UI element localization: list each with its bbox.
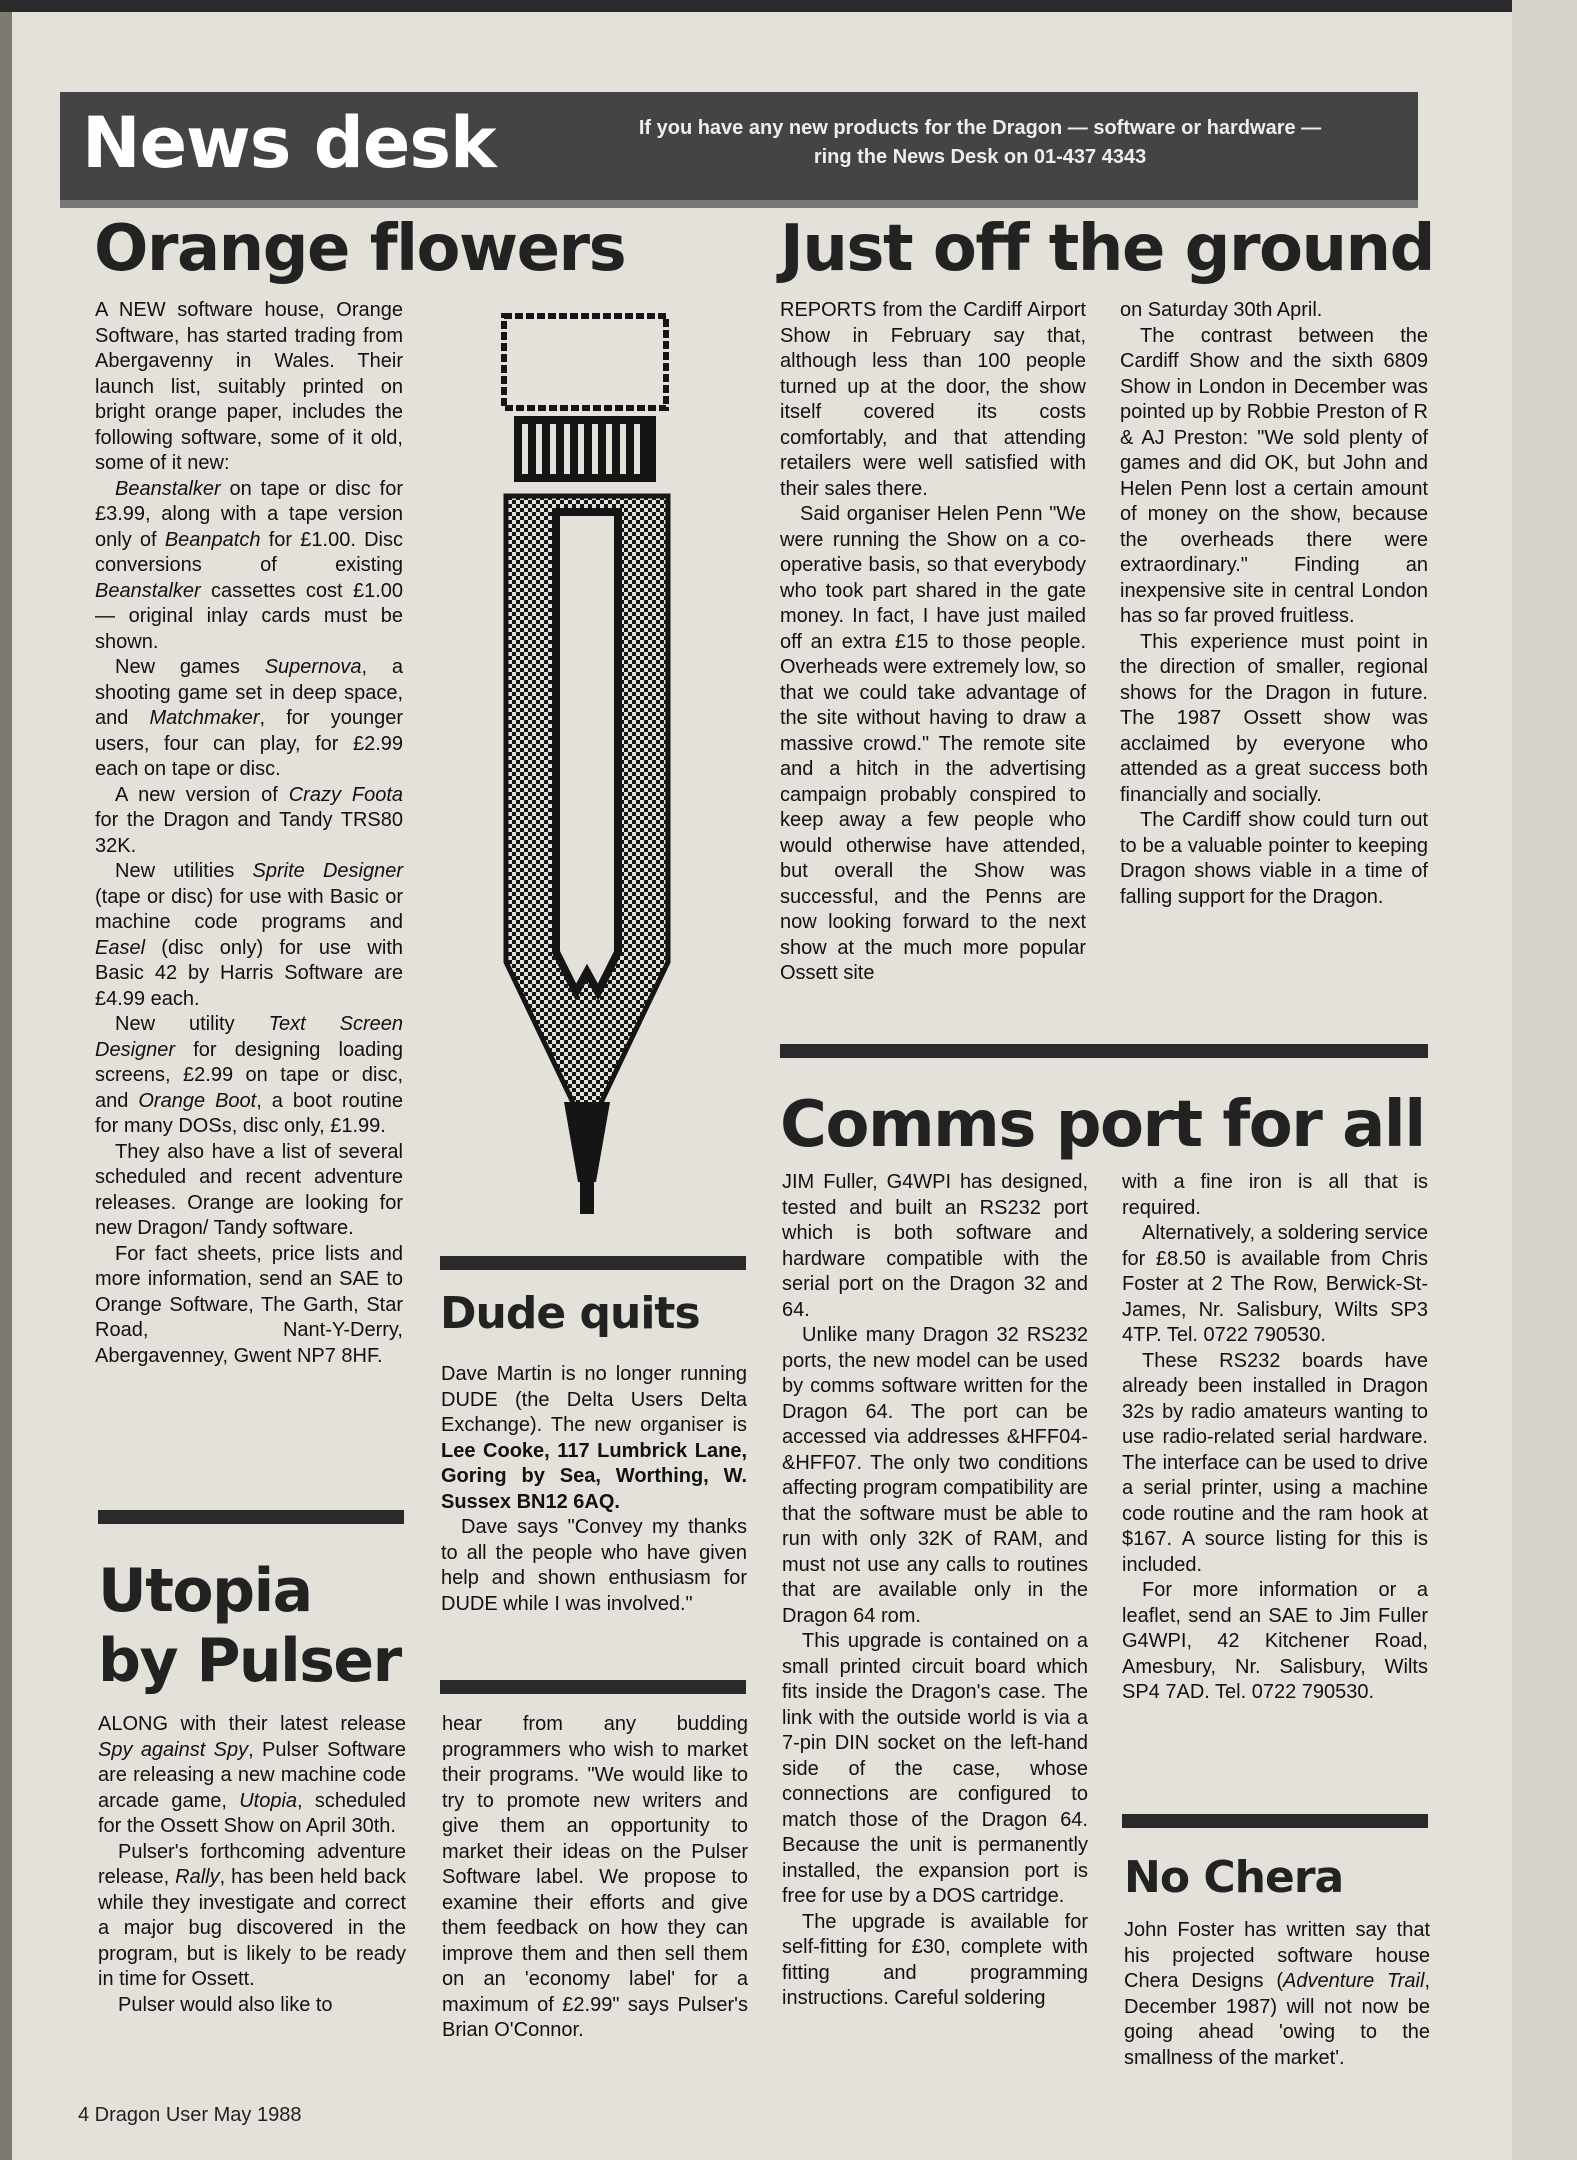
dude-paragraph: Dave Martin is no longer running DUDE (the Delta Users Delta Exchange). The new organiser is Lee Cooke, 117 Lumbrick Lane, Goring by Sea, Worthing, W. Sussex BN12 6AQ. — [441, 1363, 747, 1513]
pencil-cap — [504, 316, 666, 408]
utopia-article — [98, 1712, 406, 2018]
ground-paragraph: The Cardiff show could turn out to be a valuable pointer to keeping Dragon shows viable in a time of falling support for the Dragon. — [1120, 809, 1428, 908]
divider-rule — [440, 1680, 746, 1694]
pencil-channel — [556, 512, 618, 992]
banner-note-line-2: ring the News Desk on 01-437 4343 — [813, 146, 1147, 168]
page-footer: 4 Dragon User May 1988 — [78, 2104, 302, 2126]
comms-paragraph: This upgrade is contained on a small printed circuit board which fits inside the Dragon's case. The link with the outside world is via a 7-pin DIN socket on the left-hand side of the case, whose connections are configured to match those of the Dragon 64. Because the unit is permanently installed, the expansion port is free for use by a DOS cartridge. — [782, 1630, 1088, 1907]
orange-paragraph: Beanstalker on tape or disc for £3.99, along with a tape version only of Beanpatch for £1.00. Disc conversions of existing Beanstalker cassettes cost £1.00 — original inlay cards must be shown. — [95, 477, 403, 653]
divider-rule — [98, 1510, 404, 1524]
ground-article-continued — [1120, 298, 1428, 910]
utopia-paragraph: Pulser's forthcoming adventure release, Rally, has been held back while they investigate and correct a major bug discovered in the program, but is likely to be ready in time for Ossett. — [98, 1840, 406, 1990]
chera-article — [1124, 1918, 1430, 2071]
comms-paragraph: JIM Fuller, G4WPI has designed, tested and built an RS232 port which is both software and hardware compatible with the serial port on the Dragon 32 and 64. — [782, 1171, 1088, 1321]
next-page-edge — [1512, 0, 1577, 2160]
divider-rule — [780, 1044, 1428, 1058]
utopia-headline — [98, 1556, 401, 1696]
comms-paragraph: The upgrade is available for self-fitting for £30, complete with fitting and programming instructions. Careful soldering — [782, 1910, 1088, 2009]
utopia-headline-line-2: by Pulser — [98, 1626, 401, 1696]
chera-headline: No Chera — [1124, 1852, 1344, 1903]
orange-paragraph: A new version of Crazy Foota for the Dragon and Tandy TRS80 32K. — [95, 783, 403, 857]
ground-article — [780, 298, 1086, 987]
orange-paragraph: For fact sheets, price lists and more information, send an SAE to Orange Software, The Garth, Star Road, Nant-Y-Derry, Abergavenney, Gwent NP7 8HF. — [95, 1242, 403, 1367]
dude-headline: Dude quits — [440, 1288, 700, 1339]
ground-paragraph: REPORTS from the Cardiff Airport Show in February say that, although less than 100 people turned up at the door, the show itself covered its costs comfortably, and that attending retailers were well satisfied with their sales there. — [780, 299, 1086, 500]
ground-paragraph: This experience must point in the direction of smaller, regional shows for the Dragon in future. The 1987 Ossett show was acclaimed by everyone who attended as a great success both financially and socially. — [1120, 630, 1428, 806]
utopia-paragraph: ALONG with their latest release Spy against Spy, Pulser Software are releasing a new machine code arcade game, Utopia, scheduled for the Ossett Show on April 30th. — [98, 1713, 407, 1837]
comms-paragraph: Unlike many Dragon 32 RS232 ports, the new model can be used by comms software written for the Dragon 64. The port can be accessed via addresses &HFF04-&HFF07. The only two conditions affecting program compatibility are that the software must be able to run with only 32K of RAM, and must not use any calls to routines that are available only in the Dragon 64 rom. — [782, 1324, 1088, 1627]
comms-paragraph: These RS232 boards have already been installed in Dragon 32s by radio amateurs wanting to use radio-related serial hardware. The interface can be used to drive a serial printer, using a machine code routine and the ram hook at $167. A source listing for this is included. — [1122, 1349, 1428, 1576]
news-desk-banner — [60, 92, 1418, 208]
section-title: News desk — [82, 102, 496, 184]
pencil-tip — [564, 1102, 610, 1182]
comms-article — [782, 1170, 1088, 2012]
banner-note — [580, 114, 1380, 172]
pencil-illustration — [492, 312, 682, 1222]
pencil-ferrule — [514, 416, 656, 482]
utopia-article-continued — [442, 1712, 748, 2044]
orange-paragraph: New games Supernova, a shooting game set in deep space, and Matchmaker, for younger users, four can play, for £2.99 each on tape or disc. — [95, 656, 403, 780]
orange-headline: Orange flowers — [94, 212, 626, 286]
utopia-paragraph: hear from any budding programmers who wish to market their programs. "We would like to try to promote new writers and give them an opportunity to market their ideas on the Pulser Software label. We propose to examine their efforts and give them feedback on how they can improve them and then sell them on an 'economy label' for a maximum of £2.99" says Pulser's Brian O'Connor. — [442, 1713, 748, 2041]
orange-paragraph: A NEW software house, Orange Software, has started trading from Abergavenny in Wales. Their launch list, suitably printed on bright orange paper, includes the following software, some of it old, some of it new: — [95, 299, 403, 474]
utopia-paragraph: Pulser would also like to — [118, 1993, 333, 2016]
comms-article-continued — [1122, 1170, 1428, 1706]
comms-paragraph: For more information or a leaflet, send an SAE to Jim Fuller G4WPI, 42 Kitchener Road, Amesbury, Nr. Salisbury, Wilts SP4 7AD. Tel. 0722 790530. — [1122, 1579, 1428, 1703]
orange-paragraph: New utility Text Screen Designer for designing loading screens, £2.99 on tape or disc, and Orange Boot, a boot routine for many DOSs, disc only, £1.99. — [95, 1013, 403, 1137]
utopia-headline-line-1: Utopia — [98, 1556, 312, 1626]
ground-paragraph: Said organiser Helen Penn "We were running the Show on a co-operative basis, so that everybody who took part shared in the gate money. In fact, I have just mailed off an extra £15 to those people. Overheads were extremely low, so that we could take advantage of the site without having to draw a massive crowd." The remote site and a hitch in the advertising campaign probably conspired to keep away a few people who would otherwise have attended, but overall the Show was successful, and the Penns are now looking forward to the next show at the much more popular Ossett site — [780, 503, 1086, 984]
ground-paragraph: on Saturday 30th April. — [1120, 299, 1323, 321]
top-edge — [0, 0, 1577, 12]
dude-paragraph: Dave says "Convey my thanks to all the people who have given help and shown enthusiasm for DUDE while I was involved." — [441, 1516, 747, 1615]
orange-paragraph: They also have a list of several scheduled and recent adventure releases. Orange are looking for new Dragon/ Tandy software. — [95, 1140, 403, 1239]
comms-headline: Comms port for all — [780, 1088, 1425, 1162]
divider-rule — [440, 1256, 746, 1270]
chera-paragraph: John Foster has written say that his projected software house Chera Designs (Adventure Trail, December 1987) will not now be going ahead 'owing to the smallness of the market'. — [1124, 1919, 1430, 2069]
ground-headline: Just off the ground — [780, 212, 1434, 286]
divider-rule — [1122, 1814, 1428, 1828]
dude-article — [441, 1362, 747, 1617]
banner-note-line-1: If you have any new products for the Dragon — software or hardware — — [638, 117, 1322, 139]
ground-paragraph: The contrast between the Cardiff Show and the sixth 6809 Show in London in December was pointed up by Robbie Preston of R & AJ Preston: "We sold plenty of games and did OK, but John and Helen Penn lost a certain amount of money on the show, because the overheads there were extraordinary." Finding an inexpensive site in central London has so far proved fruitless. — [1120, 324, 1428, 627]
orange-paragraph: New utilities Sprite Designer (tape or disc) for use with Basic or machine code programs and Easel (disc only) for use with Basic 42 by Harris Software are £4.99 each. — [95, 860, 404, 1010]
comms-paragraph: Alternatively, a soldering service for £8.50 is available from Chris Foster at 2 The Row, Berwick-St-James, Nr. Salisbury, Wilts SP3 4TP. Tel. 0722 790530. — [1122, 1222, 1428, 1346]
comms-paragraph: with a fine iron is all that is required. — [1122, 1171, 1428, 1219]
orange-article — [95, 298, 403, 1369]
